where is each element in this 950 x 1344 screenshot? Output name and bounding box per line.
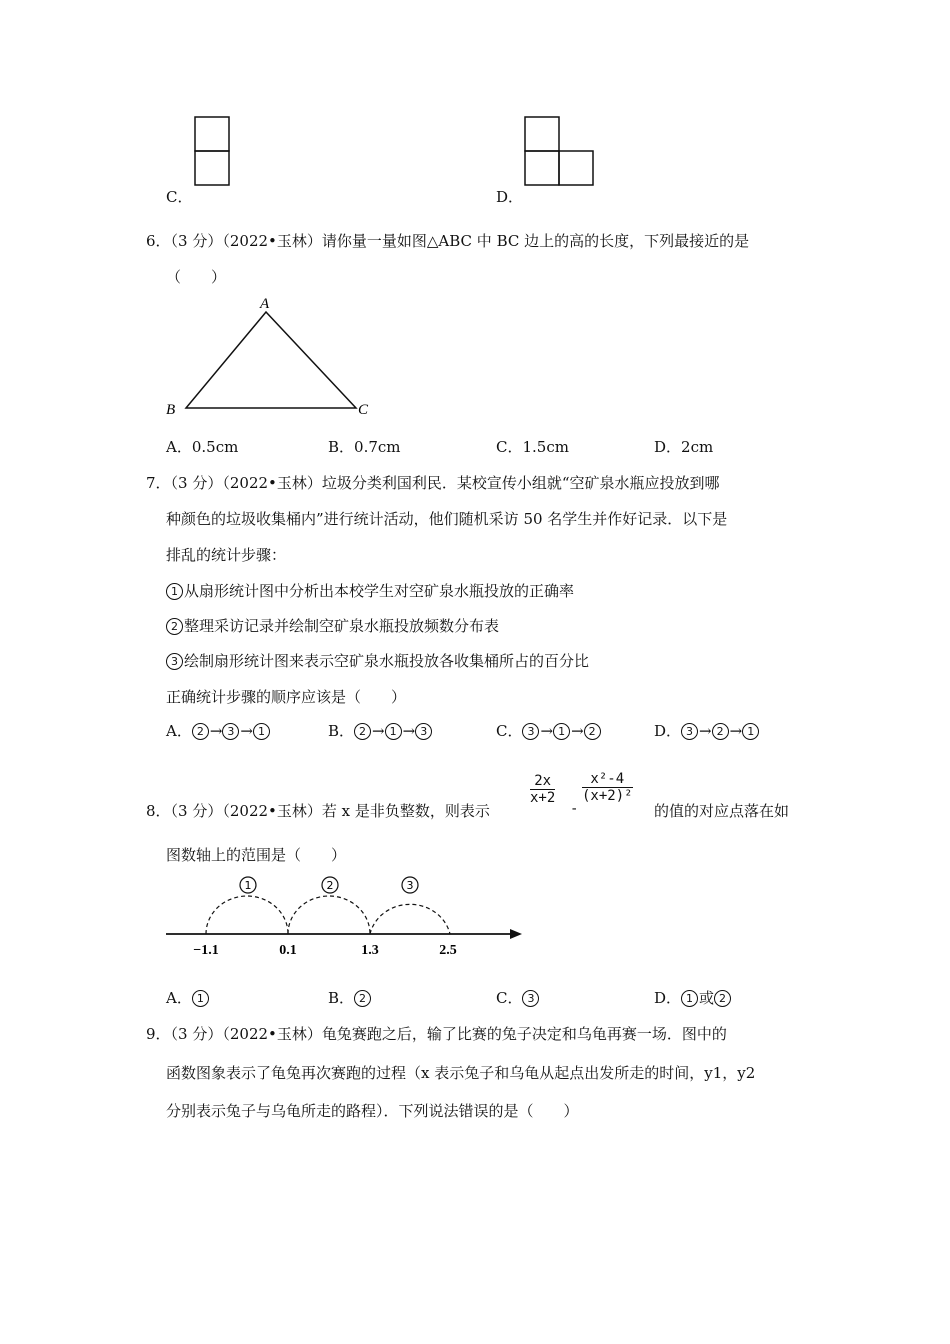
circled-number: 1 xyxy=(192,990,209,1007)
arrow-head-icon xyxy=(510,929,522,939)
q7-option-c[interactable] xyxy=(496,720,602,741)
circled-number: 2 xyxy=(712,723,729,740)
q7-points: （3 分） xyxy=(170,474,223,492)
q7-option-d[interactable] xyxy=(654,720,760,741)
q9-stem-line3: 分别表示兔子与乌龟所走的路程）．下列说法错误的是（ ） xyxy=(166,1102,579,1120)
vertex-c-label: C xyxy=(358,402,369,418)
q6-option-c[interactable]: C．1.5cm xyxy=(496,438,569,456)
q6-points: （3 分） xyxy=(170,232,223,250)
arc-label-1: 1 xyxy=(244,879,252,892)
circled-number: 1 xyxy=(553,723,570,740)
q9-stem-line1 xyxy=(146,1023,727,1044)
q6-stem-line1 xyxy=(146,230,749,251)
circled-number: 3 xyxy=(681,723,698,740)
fraction-denominator: (x+2)² xyxy=(582,788,633,804)
q8-minus-sign: - xyxy=(570,801,579,817)
circled-number: 1 xyxy=(681,990,698,1007)
circled-number: 2 xyxy=(192,723,209,740)
arrow-icon: → xyxy=(571,722,584,740)
q5-option-c-figure xyxy=(194,116,232,188)
arrow-icon: → xyxy=(240,722,253,740)
q6-option-a[interactable]: A．0.5cm xyxy=(166,438,239,456)
arrow-icon: → xyxy=(729,722,743,740)
option-letter: D． xyxy=(654,989,682,1007)
arrow-icon: → xyxy=(699,722,712,740)
q6-stem: 请你量一量如图△ABC 中 BC 边上的高的长度，下列最接近的是 xyxy=(321,232,750,250)
dashed-arc-3 xyxy=(370,904,450,934)
q9-stem: 龟兔赛跑之后，输了比赛的兔子决定和乌龟再赛一场．图中的 xyxy=(321,1025,727,1043)
q9-number: 9． xyxy=(146,1025,171,1043)
q7-step-2 xyxy=(166,615,499,636)
fraction-denominator: x+2 xyxy=(530,790,556,806)
dashed-arc-2 xyxy=(288,896,370,934)
circled-number: 3 xyxy=(222,723,239,740)
step-text: 整理采访记录并绘制空矿泉水瓶投放频数分布表 xyxy=(184,617,500,635)
q8-option-c[interactable] xyxy=(496,987,540,1008)
vertex-a-label: A xyxy=(260,296,270,312)
q7-step-1 xyxy=(166,580,574,601)
arrow-icon: → xyxy=(402,722,416,740)
q9-source: （2022•玉林） xyxy=(222,1025,322,1043)
fraction-numerator: 2x xyxy=(530,773,555,790)
fraction-numerator: x²-4 xyxy=(582,767,633,788)
q9-stem-line2: 函数图象表示了龟兔再次赛跑的过程（x 表示兔子和乌龟从起点出发所走的时间，y1，y2 xyxy=(166,1064,756,1082)
circled-number: 2 xyxy=(584,723,601,740)
q8-points: （3 分） xyxy=(170,802,223,820)
circled-number: 2 xyxy=(354,990,371,1007)
option-letter: A． xyxy=(166,989,192,1007)
q8-stem-line2: 图数轴上的范围是（ ） xyxy=(166,846,347,864)
dashed-arc-1 xyxy=(206,896,288,934)
step-text: 从扇形统计图中分析出本校学生对空矿泉水瓶投放的正确率 xyxy=(184,582,575,600)
circled-number: 1 xyxy=(742,723,759,740)
tick-label: −1.1 xyxy=(193,943,219,958)
step-text: 绘制扇形统计图来表示空矿泉水瓶投放各收集桶所占的百分比 xyxy=(184,652,590,670)
circled-number: 3 xyxy=(166,653,183,670)
q8-number-line-figure xyxy=(160,868,530,960)
q7-question: 正确统计步骤的顺序应该是（ ） xyxy=(166,688,407,706)
vertex-b-label: B xyxy=(166,402,176,418)
q7-option-a[interactable] xyxy=(166,720,271,741)
q8-fraction-1 xyxy=(530,773,555,806)
q5-option-c-label[interactable]: C． xyxy=(166,188,193,206)
circled-number: 1 xyxy=(253,723,270,740)
q7-step-3 xyxy=(166,650,589,671)
option-letter: C． xyxy=(496,722,523,740)
q7-number: 7． xyxy=(146,474,171,492)
option-letter: C． xyxy=(496,989,523,1007)
tick-label: 1.3 xyxy=(361,943,379,958)
q8-source: （2022•玉林） xyxy=(222,802,322,820)
arrow-icon: → xyxy=(209,722,223,740)
circled-number: 2 xyxy=(354,723,371,740)
q7-stem-line3: 排乱的统计步骤： xyxy=(166,546,287,564)
q8-stem-before: 若 x 是非负整数，则表示 xyxy=(321,802,490,820)
q7-stem: 垃圾分类利国利民．某校宣传小组就“空矿泉水瓶应投放到哪 xyxy=(321,474,720,492)
circled-number: 1 xyxy=(166,583,183,600)
q7-stem-line1 xyxy=(146,472,720,493)
circled-number: 3 xyxy=(522,723,539,740)
q5-option-d-figure xyxy=(524,116,596,188)
triangle-abc xyxy=(186,312,356,408)
tick-label: 0.1 xyxy=(279,943,297,958)
tick-label: 2.5 xyxy=(439,943,457,958)
circled-number: 2 xyxy=(166,618,183,635)
q8-option-d[interactable] xyxy=(654,987,732,1008)
arrow-icon: → xyxy=(540,722,554,740)
q5-option-d-label[interactable]: D． xyxy=(496,188,524,206)
q8-number: 8． xyxy=(146,802,171,820)
q7-stem-line2: 种颜色的垃圾收集桶内”进行统计活动，他们随机采访 50 名学生并作好记录．以下是 xyxy=(166,510,728,528)
q6-option-d[interactable]: D．2cm xyxy=(654,438,714,456)
q8-option-b[interactable] xyxy=(328,987,372,1008)
q6-source: （2022•玉林） xyxy=(222,232,322,250)
option-letter: B． xyxy=(328,989,355,1007)
option-letter: B． xyxy=(328,722,355,740)
q8-stem-line1 xyxy=(146,800,490,821)
q8-fraction-2 xyxy=(582,767,633,804)
q6-number: 6． xyxy=(146,232,171,250)
circled-number: 1 xyxy=(385,723,402,740)
arrow-icon: → xyxy=(372,722,385,740)
option-letter: A． xyxy=(166,722,192,740)
option-letter: D． xyxy=(654,722,682,740)
q8-option-a[interactable] xyxy=(166,987,210,1008)
q9-points: （3 分） xyxy=(170,1025,223,1043)
q8-stem-after: 的值的对应点落在如 xyxy=(654,802,790,820)
option-connector: 或 xyxy=(699,989,715,1007)
circled-number: 2 xyxy=(714,990,731,1007)
q6-option-b[interactable]: B．0.7cm xyxy=(328,438,401,456)
arc-label-2: 2 xyxy=(326,879,334,892)
q7-source: （2022•玉林） xyxy=(222,474,322,492)
circled-number: 3 xyxy=(415,723,432,740)
q7-option-b[interactable] xyxy=(328,720,433,741)
circled-number: 3 xyxy=(522,990,539,1007)
q6-triangle-figure xyxy=(160,290,380,422)
arc-label-3: 3 xyxy=(406,879,414,892)
q6-stem-line2: （ ） xyxy=(166,268,227,286)
